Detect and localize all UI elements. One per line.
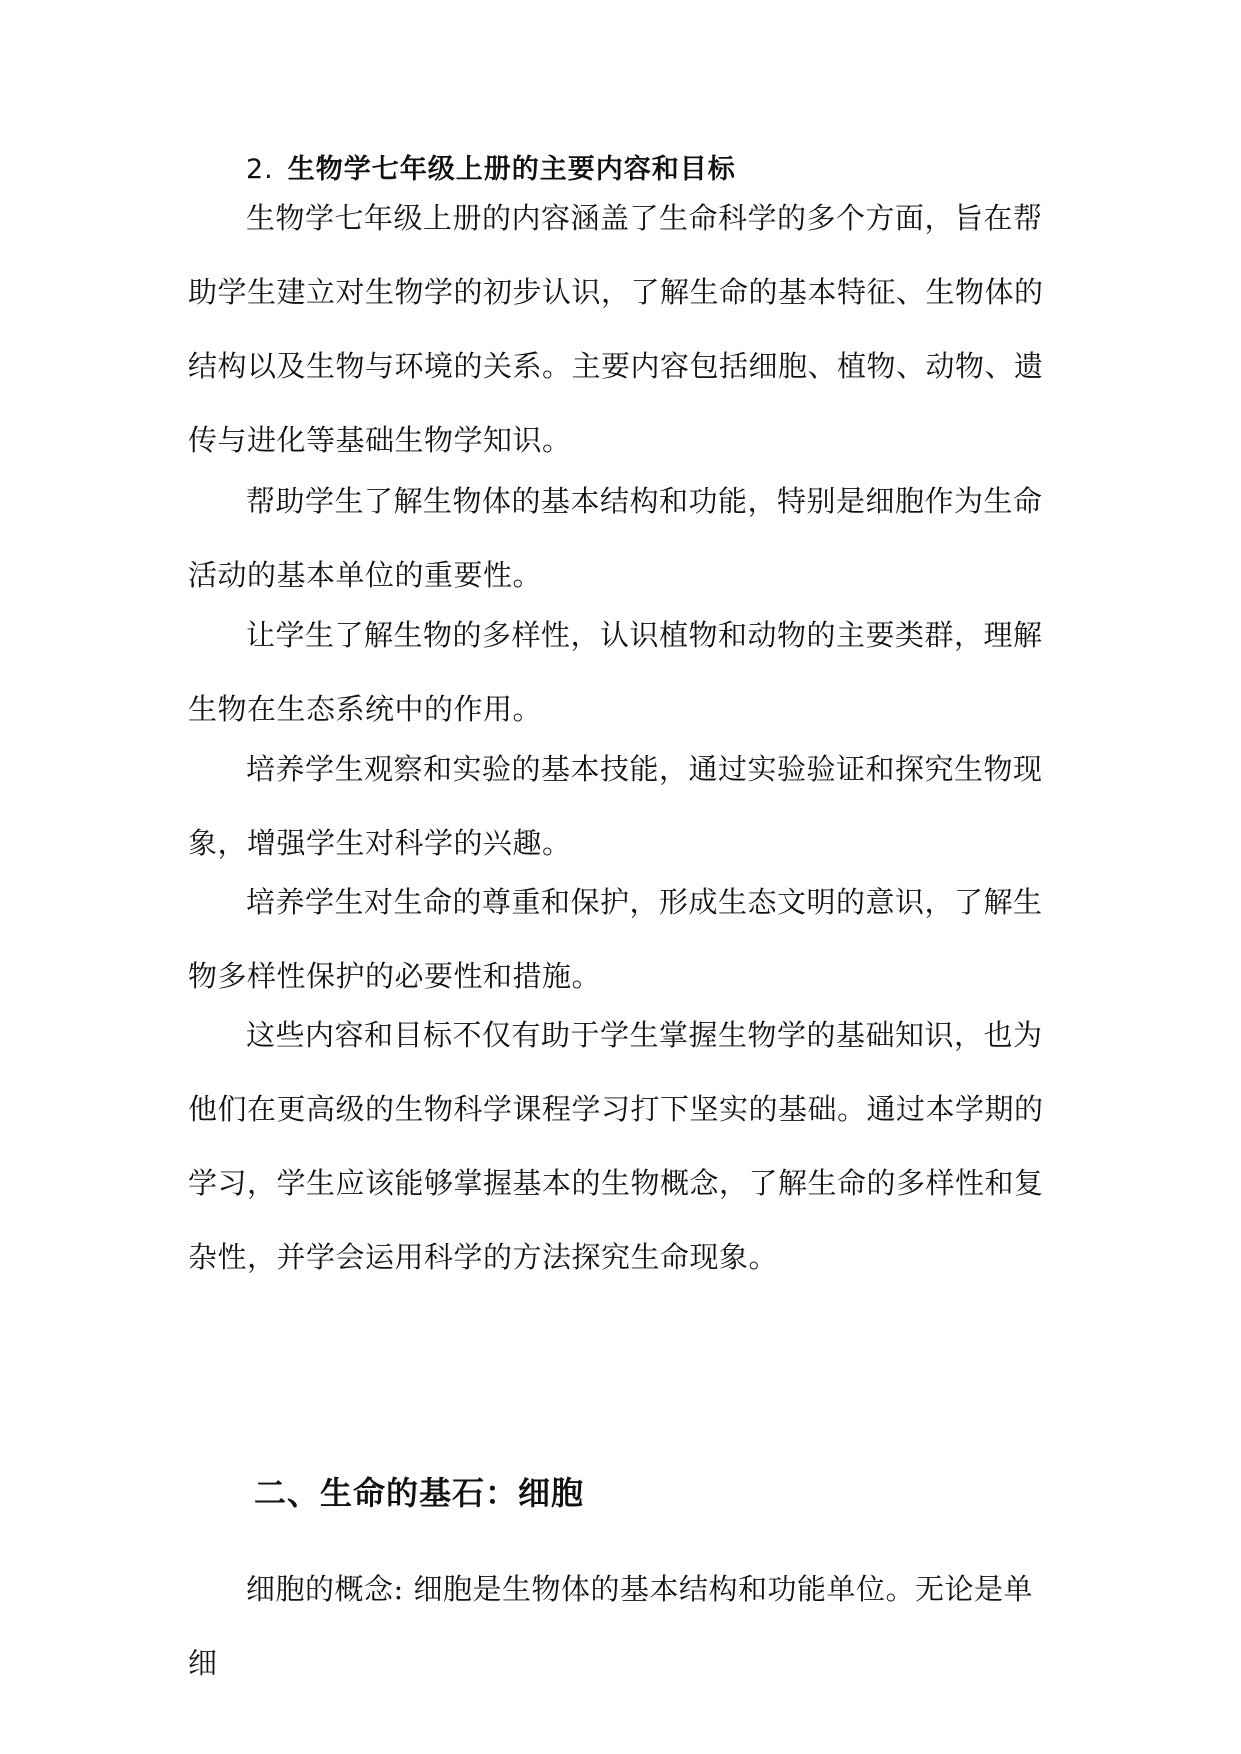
paragraph-goal-diversity: 让学生了解生物的多样性，认识植物和动物的主要类群，理解生物在生态系统中的作用。 — [188, 618, 1043, 726]
paragraph-cell-concept: 细胞的概念: 细胞是生物体的基本结构和功能单位。无论是单细 — [188, 1572, 1033, 1680]
section-heading: 二、生命的基石：细胞 — [254, 1474, 585, 1512]
subsection-title: 生物学七年级上册的主要内容和目标 — [287, 154, 736, 185]
paragraph-goal-skills: 培养学生观察和实验的基本技能，通过实验验证和探究生物现象，增强学生对科学的兴趣。 — [188, 752, 1043, 860]
paragraph-summary: 这些内容和目标不仅有助于学生掌握生物学的基础知识，也为他们在更高级的生物科学课程学习打下坚实的基础。通过本学期的学习，学生应该能够掌握基本的生物概念，了解生命的多样性和复杂性，并学会运用科学的方法探究生命现象。 — [188, 1018, 1044, 1274]
paragraph-goal-respect: 培养学生对生命的尊重和保护，形成生态文明的意识，了解生物多样性保护的必要性和措施。 — [188, 885, 1043, 993]
subsection-number: 2. — [246, 154, 274, 185]
paragraph-goal-structure: 帮助学生了解生物体的基本结构和功能，特别是细胞作为生命活动的基本单位的重要性。 — [188, 484, 1043, 592]
paragraph-intro: 生物学七年级上册的内容涵盖了生命科学的多个方面，旨在帮助学生建立对生物学的初步认识，了解生命的基本特征、生物体的结构以及生物与环境的关系。主要内容包括细胞、植物、动物、遗传与进化等基础生物学知识。 — [188, 201, 1044, 457]
